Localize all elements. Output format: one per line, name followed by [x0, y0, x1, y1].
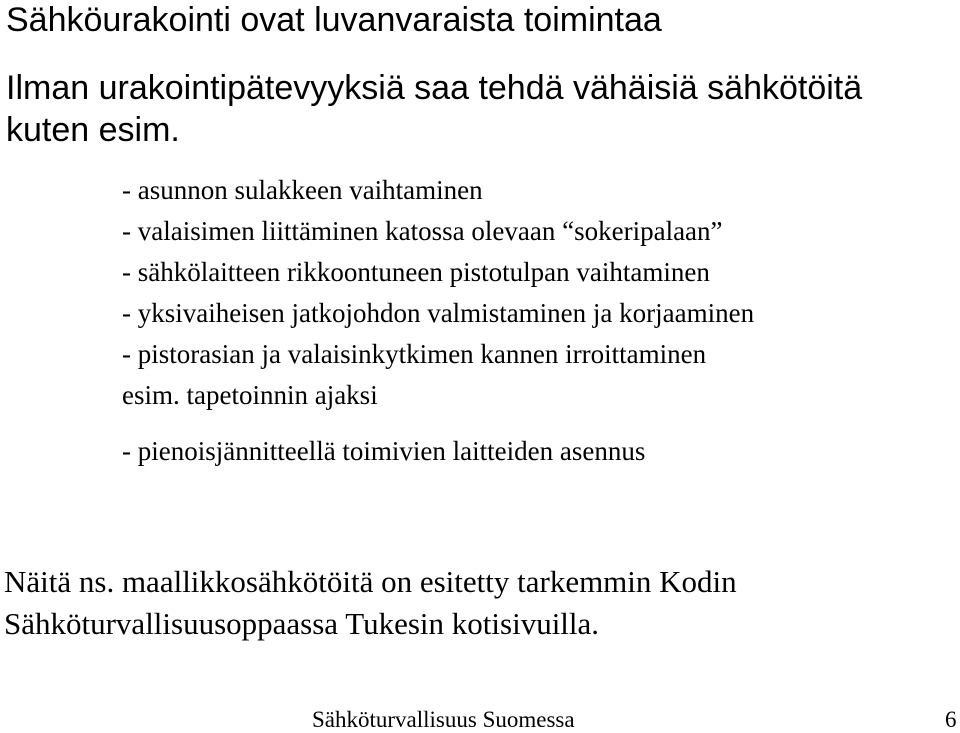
note-text: Näitä ns. maallikkosähkötöitä on esitetty tarkemmin Kodin Sähköturvallisuusoppaassa Tukesin kotisivuilla. — [4, 564, 737, 641]
slide-title: Sähköurakointi ovat luvanvaraista toimintaa — [6, 1, 662, 39]
list-item: - yksivaiheisen jatkojohdon valmistaminen ja korjaaminen — [122, 298, 755, 328]
footer-title: Sähköturvallisuus Suomessa — [312, 707, 575, 732]
list-item: - pistorasian ja valaisinkytkimen kannen irroittaminen — [122, 339, 707, 369]
list-item: - valaisimen liittäminen katossa olevaan “sokeripalaan” — [122, 216, 723, 246]
list-item: - pienoisjännitteellä toimivien laitteiden asennus — [122, 436, 646, 466]
list-item-continuation: esim. tapetoinnin ajaksi — [122, 380, 378, 410]
bullet-list — [122, 170, 942, 472]
list-item: - asunnon sulakkeen vaihtaminen — [122, 175, 483, 205]
page-number: 6 — [945, 707, 957, 732]
list-item: - sähkölaitteen rikkoontuneen pistotulpan vaihtaminen — [122, 257, 710, 287]
intro-text: Ilman urakointipätevyyksiä saa tehdä vähäisiä sähkötöitä kuten esim. — [6, 69, 863, 149]
